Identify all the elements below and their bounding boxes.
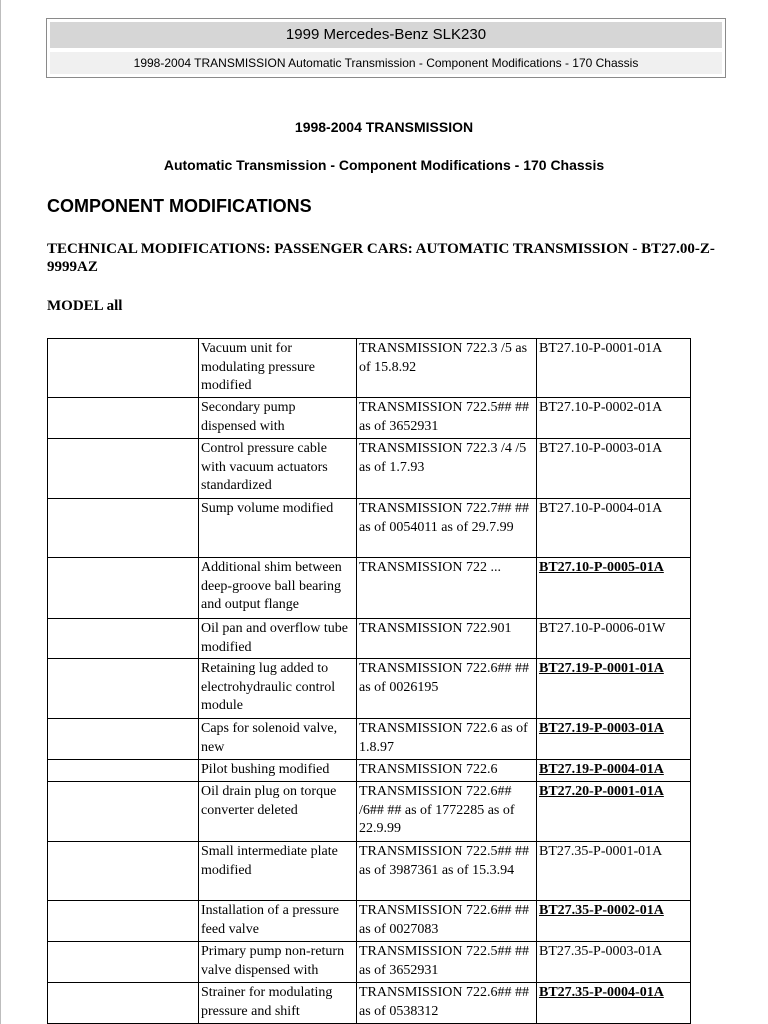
modification-description: Oil drain plug on torque converter deleted: [199, 782, 357, 842]
reference-cell: [537, 659, 691, 719]
reference-code: BT27.10-P-0006-01W: [539, 621, 666, 636]
table-row: [48, 901, 691, 942]
page-edge: [0, 0, 1, 1024]
transmission-applicability: TRANSMISSION 722.6## ## as of 0026195: [357, 659, 537, 719]
transmission-applicability: TRANSMISSION 722.3 /5 as of 15.8.92: [357, 339, 537, 398]
transmission-applicability: TRANSMISSION 722.3 /4 /5 as of 1.7.93: [357, 439, 537, 499]
row-blank-cell: [48, 842, 199, 901]
reference-code: BT27.10-P-0001-01A: [539, 341, 663, 356]
table-row: [48, 659, 691, 719]
reference-code: BT27.10-P-0003-01A: [539, 441, 663, 456]
reference-cell: [537, 398, 691, 439]
document-header: [46, 18, 726, 78]
table-row: [48, 398, 691, 439]
modification-description: Secondary pump dispensed with: [199, 398, 357, 439]
row-blank-cell: [48, 439, 199, 499]
reference-link[interactable]: BT27.10-P-0005-01A: [539, 560, 664, 575]
transmission-applicability: TRANSMISSION 722.5## ## as of 3652931: [357, 398, 537, 439]
transmission-applicability: TRANSMISSION 722.7## ## as of 0054011 as of 29.7.99: [357, 499, 537, 558]
transmission-applicability: TRANSMISSION 722.6 as of 1.8.97: [357, 719, 537, 760]
table-row: [48, 942, 691, 983]
transmission-applicability: TRANSMISSION 722.6## /6## ## as of 1772285 as of 22.9.99: [357, 782, 537, 842]
row-blank-cell: [48, 659, 199, 719]
reference-cell: [537, 901, 691, 942]
table-row: [48, 760, 691, 782]
reference-code: BT27.35-P-0001-01A: [539, 844, 663, 859]
reference-cell: [537, 760, 691, 782]
row-blank-cell: [48, 499, 199, 558]
row-blank-cell: [48, 983, 199, 1024]
modifications-table-body: [48, 339, 691, 1024]
reference-code: BT27.35-P-0003-01A: [539, 944, 663, 959]
modification-description: Retaining lug added to electrohydraulic control module: [199, 659, 357, 719]
reference-cell: [537, 339, 691, 398]
reference-cell: [537, 499, 691, 558]
modification-description: Additional shim between deep-groove ball bearing and output flange: [199, 558, 357, 619]
reference-link[interactable]: BT27.35-P-0002-01A: [539, 903, 664, 918]
modification-description: Primary pump non-return valve dispensed with: [199, 942, 357, 983]
table-row: [48, 619, 691, 659]
table-row: [48, 719, 691, 760]
modification-description: Control pressure cable with vacuum actuators standardized: [199, 439, 357, 499]
row-blank-cell: [48, 719, 199, 760]
reference-cell: [537, 782, 691, 842]
reference-link[interactable]: BT27.19-P-0003-01A: [539, 721, 664, 736]
table-row: [48, 499, 691, 558]
reference-link[interactable]: BT27.19-P-0004-01A: [539, 762, 664, 777]
heading-transmission: 1998-2004 TRANSMISSION: [294, 119, 474, 135]
modification-description: Sump volume modified: [199, 499, 357, 558]
transmission-applicability: TRANSMISSION 722.6: [357, 760, 537, 782]
reference-link[interactable]: BT27.20-P-0001-01A: [539, 784, 664, 799]
modification-description: Caps for solenoid valve, new: [199, 719, 357, 760]
reference-code: BT27.10-P-0004-01A: [539, 501, 663, 516]
model-label: MODEL all: [47, 298, 123, 314]
section-title: COMPONENT MODIFICATIONS: [47, 196, 312, 216]
table-row: [48, 439, 691, 499]
row-blank-cell: [48, 558, 199, 619]
reference-cell: [537, 842, 691, 901]
reference-code: BT27.10-P-0002-01A: [539, 400, 663, 415]
row-blank-cell: [48, 942, 199, 983]
modification-description: Pilot bushing modified: [199, 760, 357, 782]
reference-cell: [537, 558, 691, 619]
modification-description: Vacuum unit for modulating pressure modified: [199, 339, 357, 398]
transmission-applicability: TRANSMISSION 722.5## ## as of 3652931: [357, 942, 537, 983]
header-subtitle: 1998-2004 TRANSMISSION Automatic Transmission - Component Modifications - 170 Chassis: [50, 52, 722, 74]
modification-description: Oil pan and overflow tube modified: [199, 619, 357, 659]
transmission-applicability: TRANSMISSION 722.6## ## as of 0027083: [357, 901, 537, 942]
reference-cell: [537, 719, 691, 760]
reference-cell: [537, 983, 691, 1024]
reference-link[interactable]: BT27.19-P-0001-01A: [539, 661, 664, 676]
modifications-table: [47, 338, 691, 1024]
row-blank-cell: [48, 901, 199, 942]
row-blank-cell: [48, 619, 199, 659]
modification-description: Installation of a pressure feed valve: [199, 901, 357, 942]
reference-cell: [537, 942, 691, 983]
reference-cell: [537, 619, 691, 659]
transmission-applicability: TRANSMISSION 722.5## ## as of 3987361 as of 15.3.94: [357, 842, 537, 901]
technical-modifications-title: TECHNICAL MODIFICATIONS: PASSENGER CARS: AUTOMATIC TRANSMISSION - BT27.00-Z-9999AZ: [47, 241, 715, 275]
heading-component-mods: Automatic Transmission - Component Modifications - 170 Chassis: [163, 157, 605, 173]
table-row: [48, 842, 691, 901]
reference-cell: [537, 439, 691, 499]
table-row: [48, 558, 691, 619]
table-row: [48, 782, 691, 842]
transmission-applicability: TRANSMISSION 722.6## ## as of 0538312: [357, 983, 537, 1024]
transmission-applicability: TRANSMISSION 722 ...: [357, 558, 537, 619]
table-row: [48, 339, 691, 398]
reference-link[interactable]: BT27.35-P-0004-01A: [539, 985, 664, 1000]
row-blank-cell: [48, 339, 199, 398]
modification-description: Small intermediate plate modified: [199, 842, 357, 901]
header-title: 1999 Mercedes-Benz SLK230: [50, 22, 722, 48]
table-row: [48, 983, 691, 1024]
row-blank-cell: [48, 782, 199, 842]
row-blank-cell: [48, 760, 199, 782]
modification-description: Strainer for modulating pressure and shift: [199, 983, 357, 1024]
row-blank-cell: [48, 398, 199, 439]
transmission-applicability: TRANSMISSION 722.901: [357, 619, 537, 659]
